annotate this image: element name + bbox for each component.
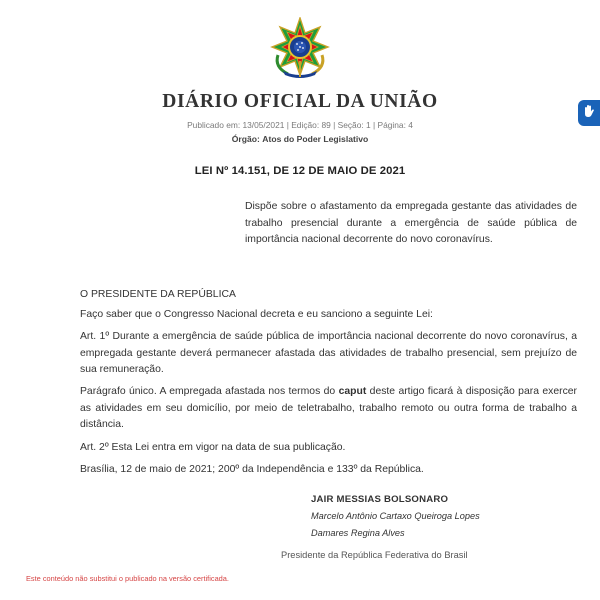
- brazil-coat-of-arms-icon: [270, 17, 330, 79]
- law-summary: Dispõe sobre o afastamento da empregada gestante das atividades de trabalho presencial durante a emergência de saúde pública de importância nacional decorrente do novo coronavírus.: [245, 201, 577, 246]
- paragraph-date: Brasília, 12 de maio de 2021; 200º da Independência e 133º da República.: [80, 464, 424, 475]
- paragraph-art1: Art. 1º Durante a emergência de saúde pública de importância nacional decorrente do novo coronavírus, a empregada gestante deverá permanecer afastada das atividades de trabalho presencial, sem prejuízo de sua remuneração.: [80, 331, 577, 376]
- disclaimer-text: Este conteúdo não substitui o publicado na versão certificada.: [26, 574, 229, 583]
- paragraph-sole-end: deste artigo ficará à disposição para exercer as atividades em seu domicílio, por meio de teletrabalho, trabalho remoto ou outra forma de trabalho a distância.: [80, 386, 577, 431]
- paragraph-decree: Faço saber que o Congresso Nacional decreta e eu sanciono a seguinte Lei:: [80, 309, 433, 320]
- hand-sign-language-icon: [582, 104, 596, 123]
- law-title: LEI Nº 14.151, DE 12 DE MAIO DE 2021: [194, 165, 406, 177]
- caput-term: caput: [338, 386, 367, 397]
- orgao-label: Órgão:: [231, 134, 260, 144]
- orgao-line: [0, 134, 600, 144]
- paragraph-art2: Art. 2º Esta Lei entra em vigor na data de sua publicação.: [80, 442, 346, 453]
- accessibility-button[interactable]: [578, 100, 600, 126]
- paragraph-sole: [80, 384, 577, 434]
- paragraph-sole-start: Parágrafo único. A empregada afastada nos termos do: [80, 386, 339, 397]
- orgao-value: Atos do Poder Legislativo: [262, 134, 369, 144]
- signer-title: Presidente da República Federativa do Brasil: [281, 550, 468, 560]
- signature-president: JAIR MESSIAS BOLSONARO: [311, 494, 449, 505]
- publication-meta: Publicado em: 13/05/2021 | Edição: 89 | Seção: 1 | Página: 4: [187, 120, 413, 130]
- signature-minister: Damares Regina Alves: [311, 528, 405, 538]
- page-title: DIÁRIO OFICIAL DA UNIÃO: [162, 91, 438, 112]
- signature-minister: Marcelo Antônio Cartaxo Queiroga Lopes: [311, 511, 480, 521]
- paragraph-president: O PRESIDENTE DA REPÚBLICA: [80, 289, 236, 300]
